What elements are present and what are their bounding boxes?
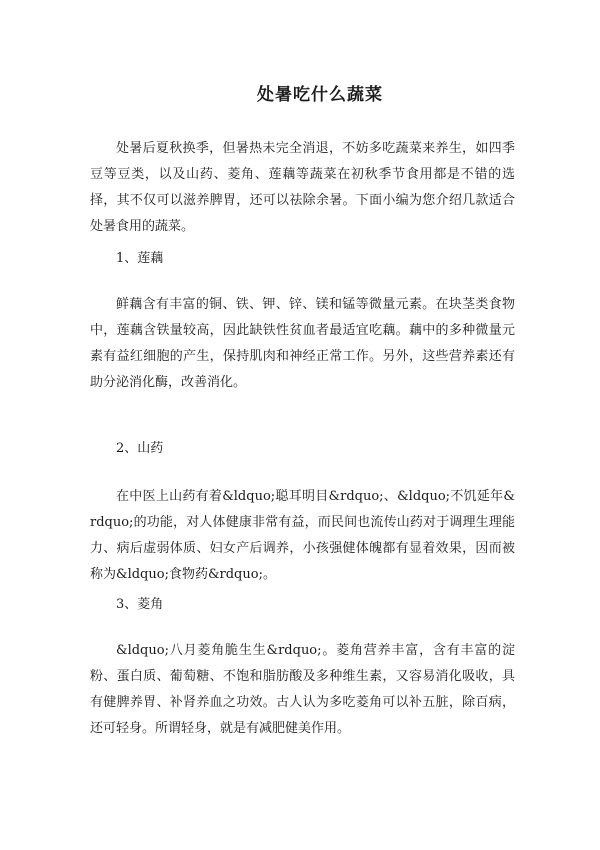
section-body-water-caltrop: &ldquo;八月菱角脆生生&rdquo;。菱角营养丰富，含有丰富的淀粉、蛋白质、葡萄糖、不饱和脂肪酸及多种维生素，又容易消化吸收，具有健脾养胃、补肾养血之功效。古人认为多吃菱角可以补五脏，除百病，还可轻身。所谓轻身，就是有减肥健美作用。 [90,643,515,736]
section-body-lotus-root: 鲜藕含有丰富的铜、铁、钾、锌、镁和锰等微量元素。在块茎类食物中，莲藕含铁量较高，因此缺铁性贫血者最适宜吃藕。藕中的多种微量元素有益红细胞的产生，保持肌肉和神经正常工作。另外，这些营养素还有助分泌消化酶，改善消化。 [90,297,515,390]
section-heading-lotus-root: 1、莲藕 [116,251,164,266]
section-body-yam: 在中医上山药有着&ldquo;聪耳明目&rdquo;、&ldquo;不饥延年&rdquo;的功能，对人体健康非常有益，而民间也流传山药对于调理生理能力、病后虚弱体质、妇女产后调养，小孩强健体魄都有显着效果，因而被称为&ldquo;食物药&rdquo;。 [90,489,515,582]
section-heading-yam: 2、山药 [116,441,164,456]
section-heading-water-caltrop: 3、菱角 [116,597,164,612]
intro-paragraph: 处暑后夏秋换季，但暑热未完全消退，不妨多吃蔬菜来养生，如四季豆等豆类，以及山药、菱角、莲藕等蔬菜在初秋季节食用都是不错的选择，其不仅可以滋养脾胃，还可以祛除余暑。下面小编为您介绍几款适合处暑食用的蔬菜。 [90,141,515,234]
page-title: 处暑吃什么蔬菜 [257,85,383,105]
